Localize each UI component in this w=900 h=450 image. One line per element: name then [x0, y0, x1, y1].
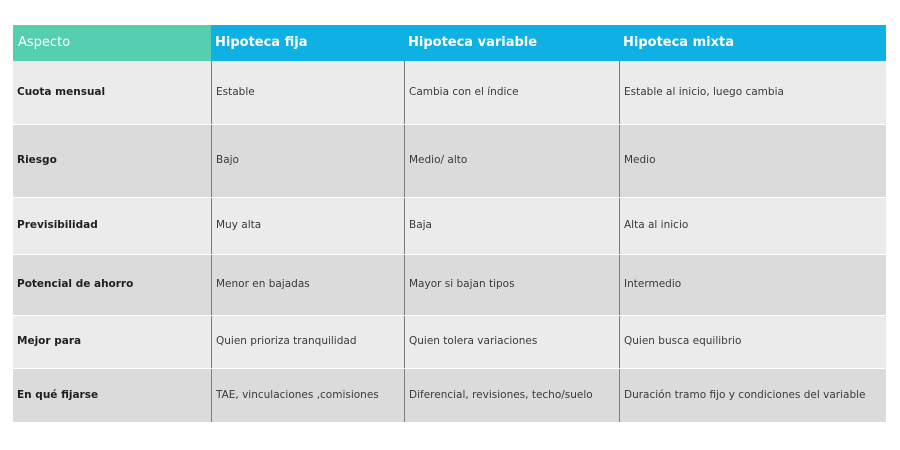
table-cell: Quien busca equilibrio [619, 316, 886, 368]
table-cell: Quien tolera variaciones [404, 316, 619, 368]
header-cell-aspecto: Aspecto [13, 25, 211, 61]
row-label: Riesgo [13, 125, 211, 197]
header-cell-hipoteca-fija: Hipoteca fija [211, 25, 404, 61]
table-row [13, 125, 886, 198]
header-cell-hipoteca-variable: Hipoteca variable [404, 25, 619, 61]
table-cell: Alta al inicio [619, 198, 886, 254]
table-row [13, 198, 886, 255]
table-cell: Cambia con el índice [404, 61, 619, 124]
table-cell: Medio [619, 125, 886, 197]
table-row [13, 61, 886, 125]
table-cell: Bajo [211, 125, 404, 197]
table-cell: Muy alta [211, 198, 404, 254]
table-cell: Intermedio [619, 255, 886, 315]
table-cell: TAE, vinculaciones ,comisiones [211, 369, 404, 422]
table-cell: Estable al inicio, luego cambia [619, 61, 886, 124]
table-cell: Baja [404, 198, 619, 254]
table-row [13, 255, 886, 316]
row-label: Cuota mensual [13, 61, 211, 124]
table-cell: Duración tramo fijo y condiciones del variable [619, 369, 886, 422]
table-cell: Estable [211, 61, 404, 124]
table-row [13, 369, 886, 423]
table-cell: Quien prioriza tranquilidad [211, 316, 404, 368]
table-header-row [13, 25, 886, 61]
comparison-table [13, 25, 886, 423]
header-cell-hipoteca-mixta: Hipoteca mixta [619, 25, 886, 61]
row-label: Potencial de ahorro [13, 255, 211, 315]
table-cell: Medio/ alto [404, 125, 619, 197]
row-label: Mejor para [13, 316, 211, 368]
table-cell: Diferencial, revisiones, techo/suelo [404, 369, 619, 422]
table-cell: Menor en bajadas [211, 255, 404, 315]
table-cell: Mayor si bajan tipos [404, 255, 619, 315]
table-row [13, 316, 886, 369]
row-label: Previsibilidad [13, 198, 211, 254]
row-label: En qué fijarse [13, 369, 211, 422]
